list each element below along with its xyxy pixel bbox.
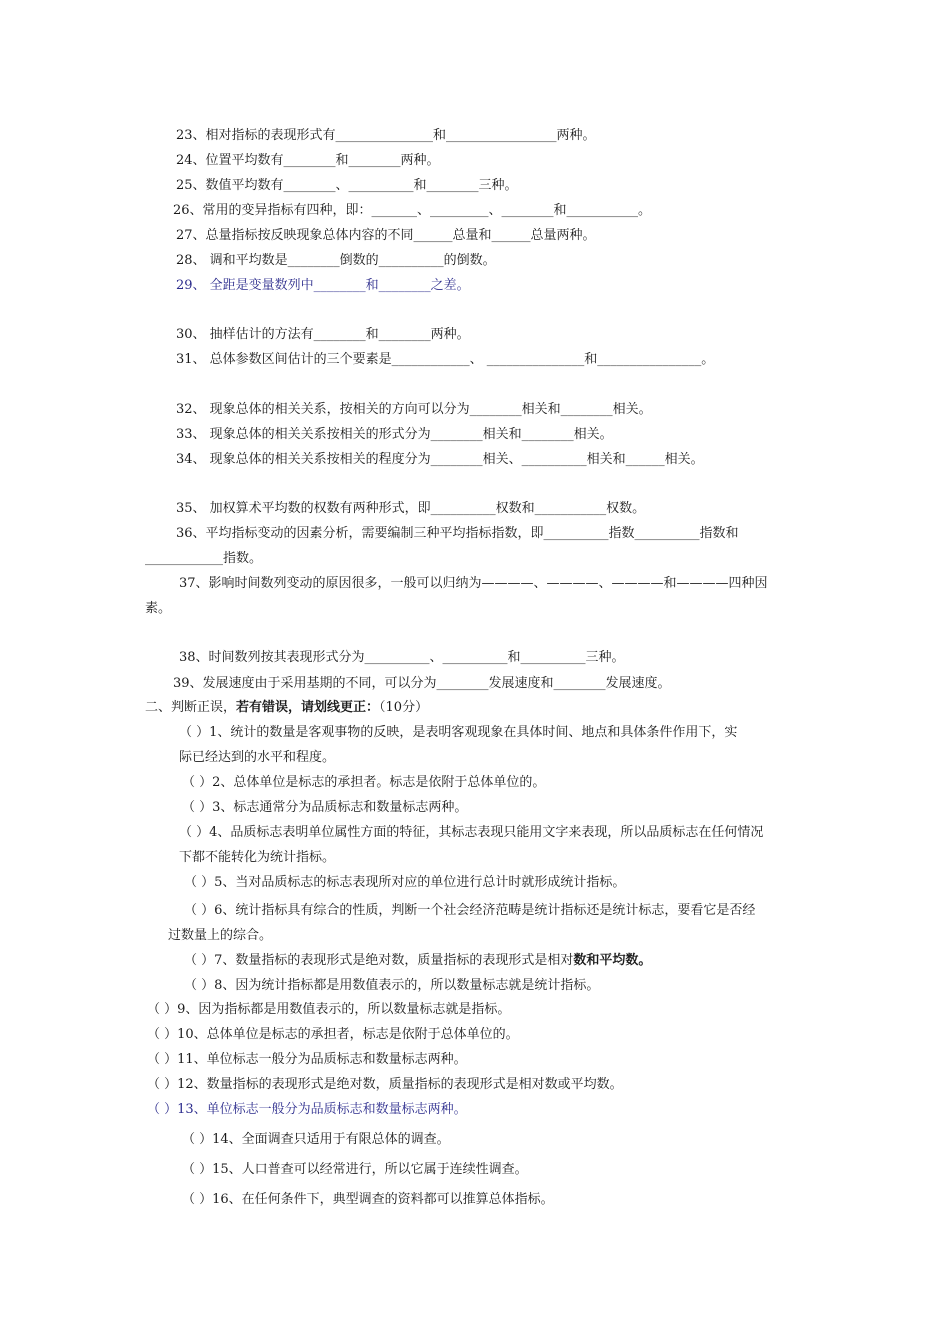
judge-item-2: （ ）2、总体单位是标志的承担者。标志是依附于总体单位的。	[182, 775, 546, 790]
question-37-line2: 素。	[145, 601, 172, 616]
question-39: 39、发展速度由于采用基期的不同，可以分为________发展速度和________发展速度。	[173, 676, 671, 691]
judge-item-7	[184, 952, 651, 970]
judge-item-3: （ ）3、标志通常分为品质标志和数量标志两种。	[182, 800, 468, 815]
question-23: 23、相对指标的表现形式有_______________和_________________两种。	[176, 128, 596, 143]
judge-item-11: （ ）11、单位标志一般分为品质标志和数量标志两种。	[147, 1052, 467, 1067]
question-31: 31、 总体参数区间估计的三个要素是____________、 _______________和________________。	[176, 352, 715, 367]
judge-item-12: （ ）12、数量指标的表现形式是绝对数，质量指标的表现形式是相对数或平均数。	[147, 1077, 623, 1092]
question-37-line1: 37、影响时间数列变动的原因很多，一般可以归纳为————、————、————和————四种因	[179, 576, 768, 591]
judge-item-16: （ ）16、在任何条件下，典型调查的资料都可以推算总体指标。	[182, 1192, 554, 1207]
question-34: 34、 现象总体的相关关系按相关的程度分为________相关、__________相关和______相关。	[176, 452, 704, 467]
judge-item-10: （ ）10、总体单位是标志的承担者，标志是依附于总体单位的。	[147, 1027, 519, 1042]
judge-item-8: （ ）8、因为统计指标都是用数值表示的，所以数量标志就是统计指标。	[184, 978, 600, 993]
judge-item-9: （ ）9、因为指标都是用数值表示的，所以数量标志就是指标。	[147, 1002, 511, 1017]
question-36-line2: ____________指数。	[145, 551, 263, 566]
judge-item-13: （ ）13、单位标志一般分为品质标志和数量标志两种。	[147, 1102, 467, 1117]
question-29: 29、 全距是变量数列中________和________之差。	[176, 278, 470, 293]
question-27: 27、总量指标按反映现象总体内容的不同______总量和______总量两种。	[176, 228, 596, 243]
judge-item-5: （ ）5、当对品质标志的标志表现所对应的单位进行总计时就形成统计指标。	[184, 875, 626, 890]
question-35: 35、 加权算术平均数的权数有两种形式，即__________权数和___________权数。	[176, 501, 646, 516]
judge-item-15: （ ）15、人口普查可以经常进行，所以它属于连续性调查。	[182, 1162, 528, 1177]
judge-item-4-line1: （ ）4、品质标志表明单位属性方面的特征，其标志表现只能用文字来表现，所以品质标志在任何情况	[179, 825, 764, 840]
section-2-prefix: 二、判断正误，	[145, 700, 237, 715]
judge-item-1-line2: 际已经达到的水平和程度。	[179, 750, 336, 765]
question-24: 24、位置平均数有________和________两种。	[176, 153, 440, 168]
question-36-line1: 36、平均指标变动的因素分析，需要编制三种平均指标指数，即__________指数__________指数和	[176, 526, 739, 541]
question-26: 26、常用的变异指标有四种，即：_______、_________、________和___________。	[173, 203, 652, 218]
judge-item-14: （ ）14、全面调查只适用于有限总体的调查。	[182, 1132, 450, 1147]
judge-item-1-line1: （ ）1、统计的数量是客观事物的反映，是表明客观现象在具体时间、地点和具体条件作用下，实	[179, 725, 738, 740]
section-2-points: （10分）	[379, 700, 429, 715]
section-2-instruction: 若有错误，请划线更正：	[236, 700, 380, 715]
section-2-heading	[145, 699, 428, 717]
question-32: 32、 现象总体的相关关系，按相关的方向可以分为________相关和________相关。	[176, 402, 652, 417]
question-38: 38、时间数列按其表现形式分为__________、__________和__________三种。	[179, 650, 625, 665]
judge-item-4-line2: 下都不能转化为统计指标。	[179, 850, 336, 865]
judge-item-6-line1: （ ）6、统计指标具有综合的性质，判断一个社会经济范畴是统计指标还是统计标志，要看它是否经	[184, 903, 756, 918]
question-30: 30、 抽样估计的方法有________和________两种。	[176, 327, 470, 342]
judge-item-6-line2: 过数量上的综合。	[168, 928, 273, 943]
question-25: 25、数值平均数有________、__________和________三种。	[176, 178, 518, 193]
question-28: 28、 调和平均数是________倒数的__________的倒数。	[176, 253, 496, 268]
question-33: 33、 现象总体的相关关系按相关的形式分为________相关和________相关。	[176, 427, 613, 442]
judge-item-7-bold: 数和平均数。	[573, 953, 652, 968]
judge-item-7-text: （ ）7、数量指标的表现形式是绝对数，质量指标的表现形式是相对	[184, 953, 574, 968]
